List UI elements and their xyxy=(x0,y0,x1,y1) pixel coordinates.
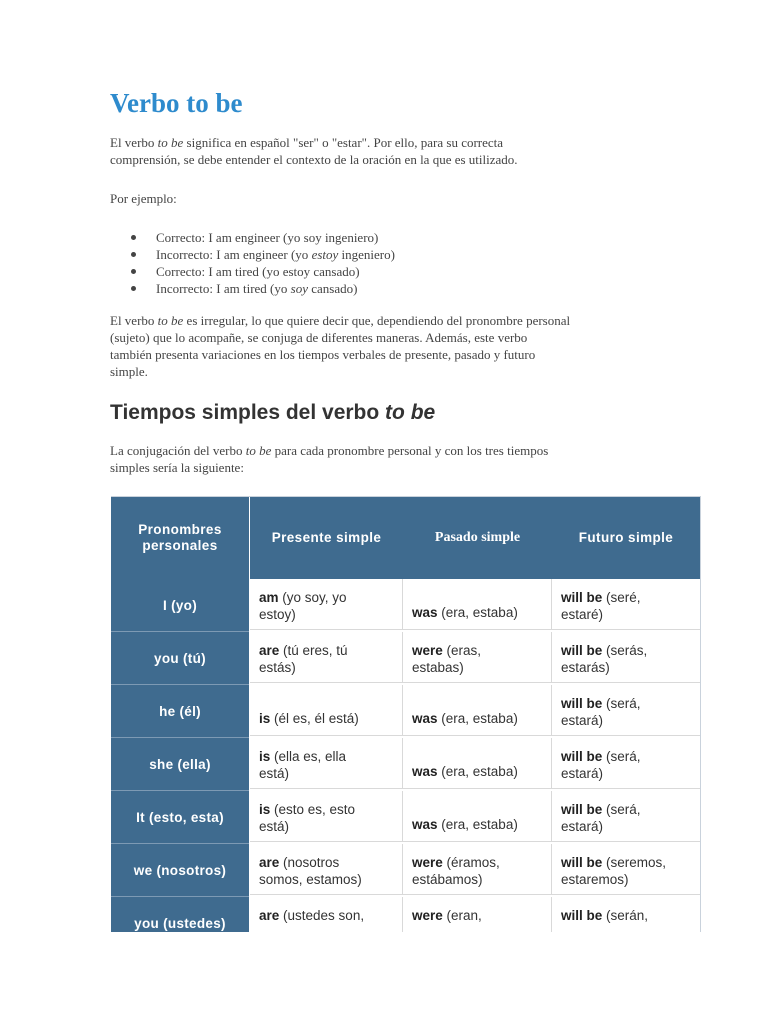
verb-form: am xyxy=(259,590,279,605)
example-label: Por ejemplo: xyxy=(110,191,177,206)
translation-text: estará) xyxy=(561,766,604,781)
cell-line xyxy=(412,659,542,676)
translation-text: (yo soy, yo xyxy=(278,590,347,605)
cell-line xyxy=(259,659,393,676)
bullet-icon xyxy=(131,286,136,291)
verb-form: was xyxy=(412,817,438,832)
verb-form: are xyxy=(259,855,280,870)
cell-line xyxy=(561,818,691,835)
translation-text: (era, estaba) xyxy=(437,711,518,726)
text-run: para cada pronombre personal y con los tres tiempos xyxy=(271,443,549,458)
translation-text: (era, estaba) xyxy=(437,817,518,832)
future-cell xyxy=(552,685,700,736)
paragraph-line: simple. xyxy=(110,364,148,379)
translation-text: (serás, xyxy=(602,643,648,658)
translation-text: (era, estaba) xyxy=(437,764,518,779)
table-intro-paragraph xyxy=(110,442,700,476)
list-item xyxy=(110,280,395,297)
text-run: Correcto: I am tired (yo estoy cansado) xyxy=(156,264,360,279)
present-cell xyxy=(250,897,403,932)
translation-text: estaremos) xyxy=(561,872,629,887)
cell-line xyxy=(259,871,393,888)
header-pronouns xyxy=(111,497,249,579)
text-run: cansado) xyxy=(307,281,358,296)
translation-text: estará) xyxy=(561,819,604,834)
table-row xyxy=(111,685,700,737)
pronoun-cell: It (esto, esta) xyxy=(111,791,249,844)
present-cell xyxy=(250,791,403,842)
table-row xyxy=(111,897,700,932)
translation-text: estabas) xyxy=(412,660,464,675)
translation-text: (ella es, ella xyxy=(270,749,347,764)
past-cell xyxy=(403,897,552,932)
translation-text: (eras, xyxy=(442,643,482,658)
text-run: es irregular, lo que quiere decir que, dependiendo del pronombre personal xyxy=(183,313,571,328)
past-cell xyxy=(403,685,552,736)
verb-form: will be xyxy=(561,908,603,923)
cell-line xyxy=(561,589,691,606)
translation-text: está) xyxy=(259,819,290,834)
cell-line xyxy=(259,818,393,835)
translation-text: (será, xyxy=(602,749,641,764)
table-row xyxy=(111,738,700,790)
cell-line xyxy=(412,604,542,621)
translation-text: (seré, xyxy=(602,590,641,605)
paragraph-line: (sujeto) que lo acompañe, se conjuga de diferentes maneras. Además, este verbo xyxy=(110,330,528,345)
verb-form: is xyxy=(259,802,271,817)
cell-line xyxy=(561,659,691,676)
pronoun-cell: you (tú) xyxy=(111,632,249,685)
present-cell xyxy=(250,632,403,683)
paragraph-line: simples sería la siguiente: xyxy=(110,460,244,475)
text-run: Incorrecto: I am engineer (yo xyxy=(156,247,312,262)
cell-line xyxy=(561,695,691,712)
paragraph-line xyxy=(110,312,700,329)
header-label: personales xyxy=(142,538,218,553)
cell-line xyxy=(412,642,542,659)
paragraph-line: también presenta variaciones en los tiempos verbales de presente, pasado y futuro xyxy=(110,347,536,362)
cell-line xyxy=(561,642,691,659)
past-cell xyxy=(403,844,552,895)
translation-text: estábamos) xyxy=(412,872,483,887)
past-cell xyxy=(403,632,552,683)
verb-form: were xyxy=(412,643,443,658)
table-row xyxy=(111,632,700,684)
cell-line xyxy=(259,907,393,924)
cell-line xyxy=(561,712,691,729)
translation-text: (era, estaba) xyxy=(437,605,518,620)
verb-form: was xyxy=(412,605,438,620)
cell-line xyxy=(259,854,393,871)
intro-line xyxy=(110,134,700,151)
table-row xyxy=(111,579,700,631)
translation-text: (éramos, xyxy=(442,855,500,870)
cell-line xyxy=(259,589,393,606)
conjugation-table xyxy=(111,496,701,932)
translation-text: estarás) xyxy=(561,660,610,675)
translation-text: (él es, él está) xyxy=(270,711,359,726)
text-run: significa en español "ser" o "estar". Por ello, para su correcta xyxy=(183,135,504,150)
verb-form: will be xyxy=(561,590,603,605)
italic-term: to be xyxy=(157,313,184,328)
translation-text: estás) xyxy=(259,660,296,675)
cell-line xyxy=(561,871,691,888)
text-run: El verbo xyxy=(110,135,158,150)
verb-form: are xyxy=(259,643,280,658)
italic-term: to be xyxy=(245,443,272,458)
table-header-row xyxy=(111,497,700,579)
present-cell xyxy=(250,579,403,630)
cell-line xyxy=(412,763,542,780)
bullet-icon xyxy=(131,235,136,240)
bullet-icon xyxy=(131,252,136,257)
past-cell xyxy=(403,791,552,842)
italic-term: soy xyxy=(290,281,308,296)
pronoun-cell: I (yo) xyxy=(111,579,249,632)
translation-text: estará) xyxy=(561,713,604,728)
header-present: Presente simple xyxy=(271,530,382,545)
intro-line: comprensión, se debe entender el contexto de la oración en la que es utilizado. xyxy=(110,152,518,167)
future-cell xyxy=(552,844,700,895)
verb-form: are xyxy=(259,908,280,923)
pronoun-cell: he (él) xyxy=(111,685,249,738)
translation-text: (ustedes son, xyxy=(279,908,365,923)
text-run: Correcto: I am engineer (yo soy ingeniero) xyxy=(156,230,379,245)
cell-line xyxy=(259,801,393,818)
text-run: El verbo xyxy=(110,313,158,328)
cell-line xyxy=(259,765,393,782)
translation-text: (será, xyxy=(602,802,641,817)
future-cell xyxy=(552,632,700,683)
intro-paragraph xyxy=(110,134,700,168)
present-cell xyxy=(250,685,403,736)
italic-term: to be xyxy=(385,401,436,424)
cell-line xyxy=(259,710,393,727)
present-cell xyxy=(250,738,403,789)
translation-text: (esto es, esto xyxy=(270,802,356,817)
text-run: Tiempos simples del verbo xyxy=(110,401,386,424)
translation-text: (serán, xyxy=(602,908,649,923)
verb-form: will be xyxy=(561,802,603,817)
cell-line xyxy=(412,854,542,871)
text-run: La conjugación del verbo xyxy=(110,443,246,458)
header-label: Pronombres xyxy=(138,522,222,537)
cell-line xyxy=(561,801,691,818)
translation-text: somos, estamos) xyxy=(259,872,362,887)
page-title: Verbo to be xyxy=(110,88,243,118)
verb-form: will be xyxy=(561,855,603,870)
cell-line xyxy=(259,606,393,623)
pronoun-cell: she (ella) xyxy=(111,738,249,791)
list-item xyxy=(110,246,395,263)
list-item xyxy=(110,229,395,246)
table-row xyxy=(111,844,700,896)
verb-form: were xyxy=(412,908,443,923)
cell-line xyxy=(412,907,542,924)
text-run: ingeniero) xyxy=(338,247,395,262)
section-heading xyxy=(110,398,435,428)
header-past: Pasado simple xyxy=(434,530,521,545)
verb-form: were xyxy=(412,855,443,870)
header-future: Futuro simple xyxy=(578,530,674,545)
cell-line xyxy=(412,816,542,833)
cell-line xyxy=(561,854,691,871)
verb-form: will be xyxy=(561,643,603,658)
verb-form: is xyxy=(259,711,271,726)
translation-text: (seremos, xyxy=(602,855,667,870)
bullet-icon xyxy=(131,269,136,274)
verb-form: was xyxy=(412,711,438,726)
translation-text: estaré) xyxy=(561,607,604,622)
future-cell xyxy=(552,738,700,789)
future-cell xyxy=(552,897,700,932)
past-cell xyxy=(403,738,552,789)
translation-text: (nosotros xyxy=(279,855,340,870)
verb-form: is xyxy=(259,749,271,764)
cell-line xyxy=(561,907,691,924)
translation-text: estoy) xyxy=(259,607,296,622)
present-cell xyxy=(250,844,403,895)
italic-term: to be xyxy=(157,135,184,150)
cell-line xyxy=(412,871,542,888)
text-run: Incorrecto: I am tired (yo xyxy=(156,281,291,296)
cell-line xyxy=(561,748,691,765)
translation-text: (tú eres, tú xyxy=(279,643,348,658)
italic-term: estoy xyxy=(311,247,339,262)
verb-form: will be xyxy=(561,749,603,764)
example-list xyxy=(110,229,395,297)
pronoun-cell: we (nosotros) xyxy=(111,844,249,897)
pronoun-cell: you (ustedes) xyxy=(111,897,249,932)
future-cell xyxy=(552,791,700,842)
irregular-paragraph xyxy=(110,312,700,380)
cell-line xyxy=(412,710,542,727)
cell-line xyxy=(561,765,691,782)
translation-text: está) xyxy=(259,766,290,781)
verb-form: was xyxy=(412,764,438,779)
future-cell xyxy=(552,579,700,630)
table-row xyxy=(111,791,700,843)
verb-form: will be xyxy=(561,696,603,711)
paragraph-line xyxy=(110,442,700,459)
cell-line xyxy=(259,642,393,659)
translation-text: (eran, xyxy=(442,908,482,923)
cell-line xyxy=(561,606,691,623)
list-item xyxy=(110,263,395,280)
past-cell xyxy=(403,579,552,630)
cell-line xyxy=(259,748,393,765)
translation-text: (será, xyxy=(602,696,641,711)
